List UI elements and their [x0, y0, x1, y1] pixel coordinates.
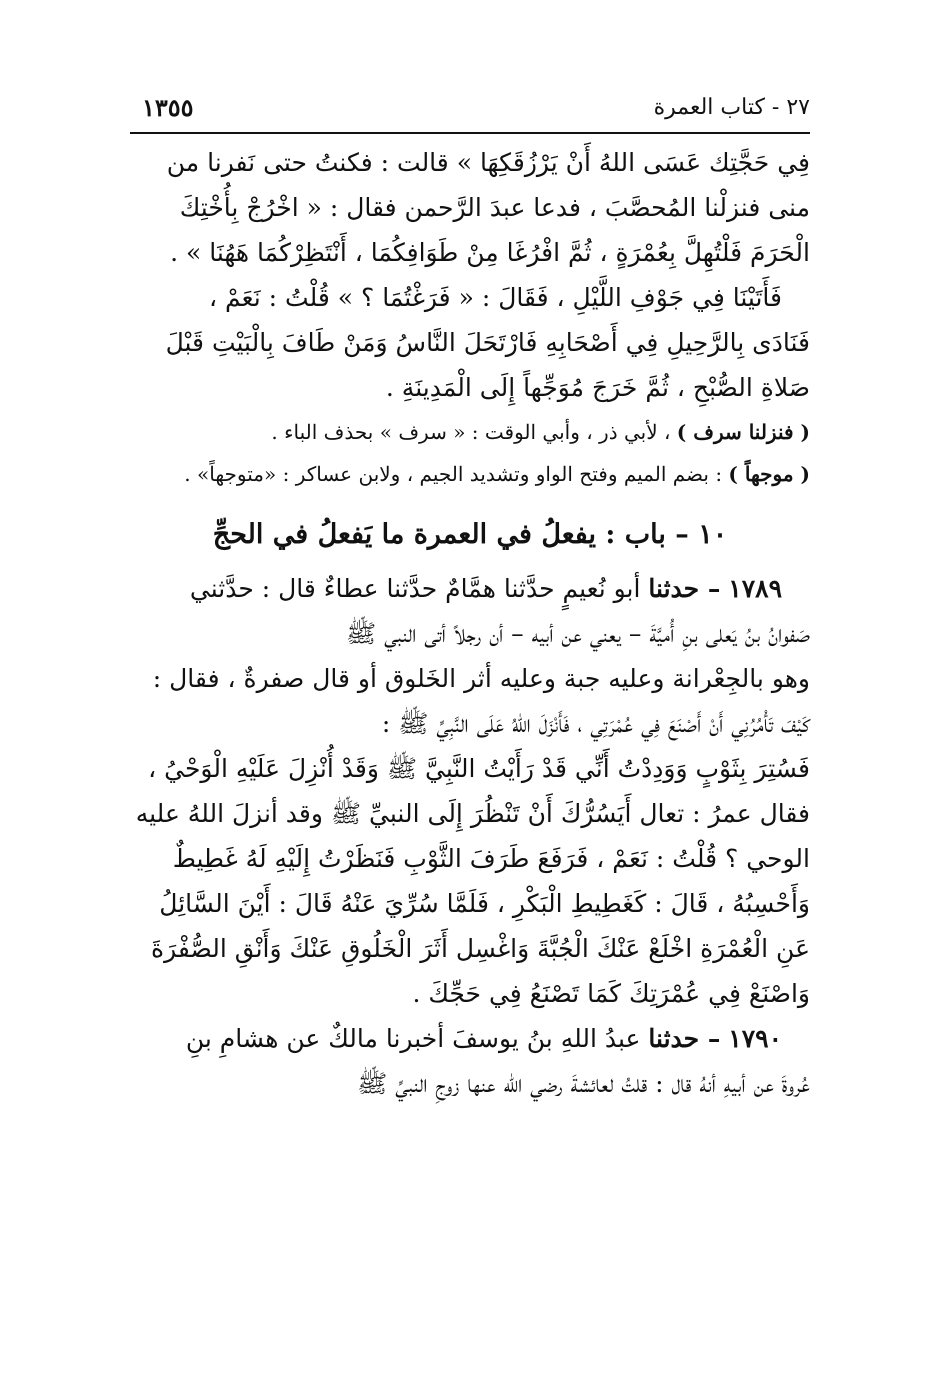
text-line: وَأَحْسِبُهُ ، قَالَ : كَغَطِيطِ الْبَكْرِ ، فَلَمَّا سُرِّيَ عَنْهُ قَالَ : أَيْنَ السَّائِلُ [159, 889, 810, 918]
chapter-title: ٢٧ - كتاب العمرة [653, 95, 810, 120]
note-term: ( فنزلنا سرف ) [676, 420, 810, 444]
text-line: وَاصْنَعْ فِي عُمْرَتِكَ كَمَا تَصْنَعُ فِي حَجِّكَ . [412, 979, 810, 1008]
text-line: وهو بالجِعْرانة وعليه جبة وعليه أثر الخَلوق أو قال صفرةٌ ، فقال : [152, 664, 810, 693]
text-line: الوحي ؟ قُلْتُ : نَعَمْ ، فَرَفَعَ طَرَفَ الثَّوْبِ فَنَظَرْتُ إِلَيْهِ لَهُ غَطِيطٌ [172, 844, 810, 873]
hadith-opener: – حدثنا [648, 1024, 721, 1053]
text-line: عَنِ الْعُمْرَةِ اخْلَعْ عَنْكَ الْجُبَّةَ وَاغْسِل أَثَرَ الْخَلُوقِ عَنْكَ وَأَنْقِ الصُّفْرَةَ [151, 934, 810, 963]
text-line: منى فنزلْنا المُحصَّبَ ، فدعا عبدَ الرَّحمن فقال : « اخْرُجْ بِأُخْتِكَ [179, 193, 810, 222]
text-line: فَسُتِرَ بِثَوْبٍ وَوَدِدْتُ أَنِّي قَدْ رَأَيْتُ النَّبِيَّ ﷺ وَقَدْ أُنْزِلَ عَلَيْهِ الْوَحْيُ ، [148, 754, 810, 783]
hadith-opener: – حدثنا [648, 574, 721, 603]
text-line: صَلاةِ الصُّبْحِ ، ثُمَّ خَرَجَ مُوَجِّهاً إِلَى الْمَدِينَةِ . [385, 373, 810, 402]
page-number: ١٣٥٥ [142, 93, 194, 122]
hadith-number: ١٧٨٩ [728, 574, 782, 603]
running-header [130, 88, 810, 132]
book-page [130, 88, 810, 1106]
note-term: ( موجهاً ) [728, 462, 810, 486]
text-line: الْحَرَمَ فَلْتُهِلَّ بِعُمْرَةٍ ، ثُمَّ افْرُغَا مِنْ طَوَافِكُمَا ، أَنْتَظِرْكُمَا هَهُنَا » . [170, 238, 810, 267]
hadith-1790 [130, 1016, 810, 1106]
text-line: فقال عمرُ : تعال أَيَسُرُّكَ أَنْ تَنْظُرَ إِلَى النبيِّ ﷺ وقد أنزلَ اللهُ عليه [135, 799, 810, 828]
note-item [130, 456, 810, 492]
chapter-heading: ١٠ – باب : يفعلُ في العمرة ما يَفعلُ في الحجِّ [212, 519, 728, 550]
text-line: فِي حَجَّتِك عَسَى اللهُ أَنْ يَرْزُقَكِهَا » قالت : فكنتُ حتى نَفرنا من [166, 148, 810, 177]
hadith-1789 [130, 566, 810, 1016]
commentary-notes [130, 414, 810, 492]
opening-paragraph [130, 140, 810, 275]
text-line [130, 566, 810, 611]
text-fragment: أبو نُعيمٍ حدَّثنا همَّامٌ حدَّثنا عطاءٌ قال : حدَّثني [189, 574, 649, 603]
note-text: ، لأبي ذر ، وأبي الوقت : « سرف » بحذف الباء . [271, 420, 677, 444]
text-line: صَفوانُ بنُ يَعلى بنِ أُميَّةَ – يعني عن أبيه – أن رجلاً أتى النبي ﷺ [345, 619, 810, 648]
text-line: كَيْفَ تَأْمُرُنِي أَنْ أَصْنَعَ فِي عُمْرَتِي ، فَأَنْزَلَ اللهُ عَلَى النَّبِيِّ ﷺ : [381, 709, 810, 738]
note-item [130, 414, 810, 450]
header-rule [130, 132, 810, 134]
text-fragment: عبدُ اللهِ بنُ يوسفَ أخبرنا مالكٌ عن هشامِ بنِ [185, 1024, 649, 1053]
text-line: عُروةَ عن أبيهِ أنهُ قال : قلتُ لعائشةَ رضي الله عنها زوجِ النبيِّ ﷺ [357, 1069, 810, 1098]
text-line: فَأَتَيْنَا فِي جَوْفِ اللَّيْلِ ، فَقَالَ : « فَرَغْتُمَا ؟ » قُلْتُ : نَعَمْ ، [209, 283, 782, 312]
second-paragraph [130, 275, 810, 410]
text-line: فَنَادَى بِالرَّحِيلِ فِي أَصْحَابِهِ فَارْتَحَلَ النَّاسُ وَمَنْ طَافَ بِالْبَيْتِ قَبْلَ [165, 328, 810, 357]
text-line [130, 1016, 810, 1061]
hadith-number: ١٧٩٠ [728, 1024, 782, 1053]
note-text: : بضم الميم وفتح الواو وتشديد الجيم ، ولابن عساكر : «متوجهاً» . [184, 462, 729, 486]
